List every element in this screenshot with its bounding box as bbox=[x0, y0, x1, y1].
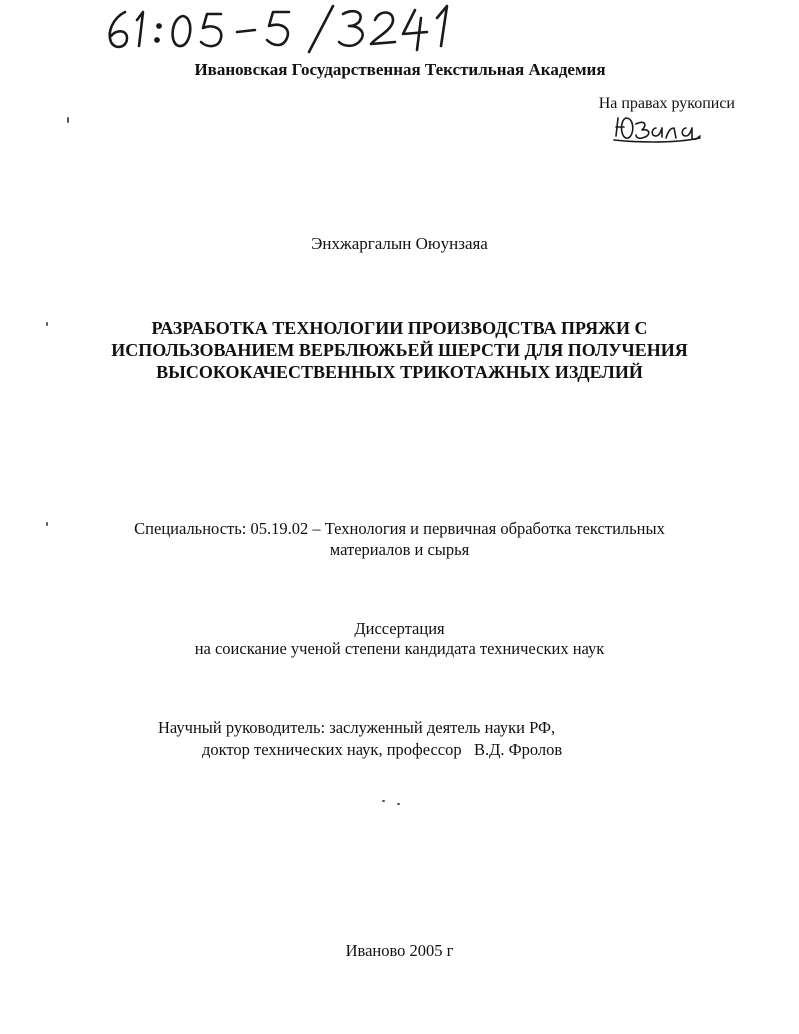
title-line: ВЫСОКОКАЧЕСТВЕННЫХ ТРИКОТАЖНЫХ ИЗДЕЛИЙ bbox=[156, 362, 643, 382]
title-line: РАЗРАБОТКА ТЕХНОЛОГИИ ПРОИЗВОДСТВА ПРЯЖИ С bbox=[151, 318, 648, 338]
specialty-line: Специальность: 05.19.02 – Технология и первичная обработка текстильных bbox=[134, 519, 665, 538]
dissertation-title bbox=[0, 317, 799, 383]
specialty-block bbox=[0, 518, 799, 560]
specialty-line: материалов и сырья bbox=[329, 540, 470, 559]
manuscript-rights-note: На правах рукописи bbox=[598, 95, 735, 112]
supervisor-block bbox=[158, 717, 562, 761]
scan-speck bbox=[67, 117, 69, 123]
dissertation-block bbox=[0, 619, 799, 659]
author-name: Энхжаргалын Оюунзаяа bbox=[311, 234, 488, 253]
degree-line: на соискание ученой степени кандидата технических наук bbox=[194, 639, 605, 658]
supervisor-line: Научный руководитель: заслуженный деятель науки РФ, bbox=[158, 718, 556, 737]
supervisor-line: доктор технических наук, профессор В.Д. Фролов bbox=[202, 740, 563, 759]
handwritten-catalog-number bbox=[103, 2, 463, 54]
scan-speck bbox=[397, 803, 400, 805]
dissertation-label: Диссертация bbox=[354, 619, 445, 638]
scan-speck bbox=[382, 800, 385, 802]
scan-speck bbox=[46, 322, 48, 326]
author-signature bbox=[612, 110, 702, 146]
scan-speck bbox=[46, 522, 48, 526]
title-line: ИСПОЛЬЗОВАНИЕМ ВЕРБЛЮЖЬЕЙ ШЕРСТИ ДЛЯ ПОЛУЧЕНИЯ bbox=[111, 340, 688, 360]
city-year: Иваново 2005 г bbox=[345, 941, 454, 960]
institution-name: Ивановская Государственная Текстильная Академия bbox=[194, 60, 606, 79]
